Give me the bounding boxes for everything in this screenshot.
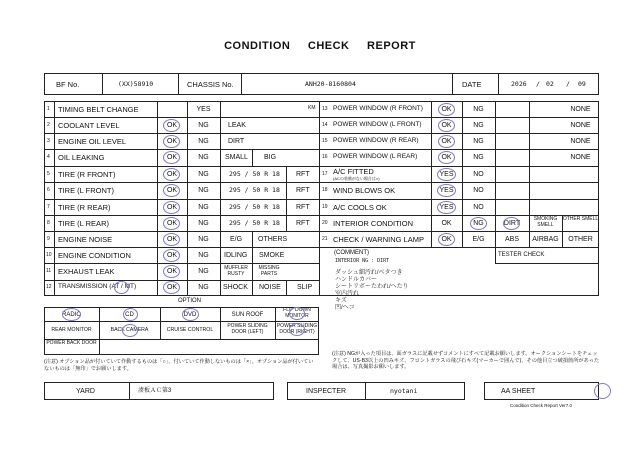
yard-label: YARD <box>76 388 95 395</box>
chassis-value: ANH20-8160804 <box>305 80 356 88</box>
option-none: NONE <box>570 138 591 145</box>
option-radio: RADIO <box>61 312 81 318</box>
option-c2: NG <box>473 138 484 145</box>
item-label: A/C COOLS OK <box>333 203 387 212</box>
version-label: Condition Check Report Ver7.0 <box>510 403 573 408</box>
option-c2: NO <box>473 171 484 178</box>
row-number: 3 <box>47 138 50 144</box>
circle-mark <box>438 119 455 132</box>
item-label: POWER WINDOW (L REAR) <box>333 153 418 160</box>
item-label: COOLANT LEVEL <box>58 121 120 130</box>
option-c2: NG <box>198 138 209 145</box>
row-number: 18 <box>322 187 328 193</box>
row-number: 8 <box>47 220 50 226</box>
detail-noise: NOISE <box>259 284 281 291</box>
option-c1: OK <box>166 204 178 211</box>
option-c2: NG <box>473 106 484 113</box>
item-label: POWER WINDOW (L FRONT) <box>333 121 422 128</box>
circle-mark-psd-right <box>289 323 305 336</box>
item-label: POWER WINDOW (R REAR) <box>333 137 419 144</box>
option-power-back-door: POWER BACK DOOR <box>46 340 97 346</box>
item-label: TIRE (R FRONT) <box>58 170 116 179</box>
option-c2: YES <box>196 106 211 113</box>
circle-mark <box>163 249 180 262</box>
row-number: 15 <box>322 138 328 144</box>
option-c1: OK <box>166 252 178 259</box>
page-title: CONDITION CHECK REPORT <box>224 40 416 52</box>
option-c1: OK <box>166 220 178 227</box>
option-none: NONE <box>570 106 591 113</box>
circle-mark-ng <box>470 217 487 230</box>
tire-rft: RFT <box>296 220 310 227</box>
circle-mark <box>163 281 180 294</box>
option-flip-down-monitor: FLIP DOWN MONITOR <box>283 307 311 319</box>
row-number: 21 <box>322 236 328 242</box>
option-dirt: DIRT <box>503 220 521 227</box>
item-label: ENGINE NOISE <box>58 235 113 244</box>
row-number: 17 <box>322 171 328 177</box>
row-number: 14 <box>322 122 328 128</box>
circle-mark-back-camera <box>122 324 138 337</box>
option-c1: OK <box>441 106 452 113</box>
tire-size: 295 / 50 R 18 <box>229 219 280 227</box>
bf-value: (XX)58910 <box>118 80 154 88</box>
option-c1: OK <box>441 154 452 161</box>
option-c2: NG <box>473 154 484 161</box>
option-cd: CD <box>125 312 134 318</box>
option-none: NONE <box>570 154 591 161</box>
aa-sheet-label: AA SHEET <box>501 388 536 395</box>
option-airbag: AIRBAG <box>532 236 559 243</box>
note-ng: (注意) NGが入った項目は、面ガラスに記載せずコメントにすべて記載お願いします。オークションシートをチェックして、US-B3以上の凹みキズ、フロントガラスの飛び石キズ(マーカーで囲んで)、その他目立つ破損箇所があった場合は、写真撮影お願いします。 <box>332 351 600 370</box>
row-number: 2 <box>47 122 50 128</box>
circle-mark <box>163 201 180 214</box>
row-number: 10 <box>46 252 52 258</box>
detail-big: BIG <box>264 154 277 161</box>
circle-mark <box>163 119 180 132</box>
option-title: OPTION <box>178 298 202 304</box>
option-other-smell: OTHER SMELL <box>562 216 599 222</box>
option-c2: NG <box>198 268 209 275</box>
circle-mark <box>438 103 455 116</box>
tire-size: 295 / 50 R 18 <box>229 203 280 211</box>
option-none: NONE <box>570 122 591 129</box>
circle-mark-flip-down <box>289 307 305 320</box>
row-number: 11 <box>46 268 52 274</box>
option-c2: NO <box>473 187 484 194</box>
row-number: 5 <box>47 171 50 177</box>
tire-rft: RFT <box>296 187 310 194</box>
item-label: A/C FITTED <box>333 167 374 176</box>
date-year: 2026 <box>511 80 527 88</box>
circle-mark <box>163 233 180 246</box>
detail-shock: SHOCK <box>223 284 248 291</box>
date-day: 09 <box>578 80 586 88</box>
km-label: KM <box>308 105 316 111</box>
circle-mark <box>438 151 455 164</box>
item-label: OIL LEAKING <box>58 153 105 162</box>
circle-mark-at <box>114 281 129 294</box>
option-c1: YES <box>439 187 454 194</box>
item-label: TIRE (L REAR) <box>58 219 109 228</box>
option-c1: OK <box>166 284 178 291</box>
item-label: POWER WINDOW (R FRONT) <box>333 105 423 112</box>
item-label: TIRE (L FRONT) <box>58 186 114 195</box>
option-c1: OK <box>441 122 452 129</box>
circle-mark <box>437 168 456 181</box>
row-number: 9 <box>47 236 50 242</box>
tire-size: 295 / 50 R 18 <box>229 186 280 194</box>
tire-rft: RFT <box>296 204 310 211</box>
option-c1: OK <box>441 220 452 227</box>
circle-mark-radio <box>62 308 81 321</box>
option-c2: NG <box>198 284 209 291</box>
option-c1: OK <box>166 154 178 161</box>
option-c1: OK <box>166 187 178 194</box>
inspector-value: nyotani <box>390 387 418 395</box>
comment-label: (COMMENT) <box>334 250 369 256</box>
option-c1: OK <box>166 171 178 178</box>
option-abs: ABS <box>504 236 519 243</box>
option-c2: NG <box>198 154 209 161</box>
inspector-label: INSPECTER <box>306 388 347 395</box>
option-other: OTHER <box>568 236 593 243</box>
option-dvd: DVD <box>183 312 197 318</box>
circle-mark <box>163 184 180 197</box>
option-c1: OK <box>441 236 452 243</box>
date-sep: / <box>566 80 570 88</box>
circle-mark <box>163 265 180 278</box>
circle-mark <box>437 201 456 214</box>
tire-size: 295 / 50 R 18 <box>229 170 280 178</box>
circle-mark-cd <box>123 308 138 321</box>
circle-mark <box>438 233 455 246</box>
circle-mark <box>163 151 180 164</box>
option-cruise-control: CRUISE CONTROL <box>166 327 214 333</box>
option-back-camera: BACK CAMERA <box>110 327 149 333</box>
detail-others: OTHERS <box>258 236 288 243</box>
option-rear-monitor: REAR MONITOR <box>51 327 92 333</box>
option-c2: NG <box>473 122 484 129</box>
option-c2: NG <box>198 236 209 243</box>
row-number: 6 <box>47 187 50 193</box>
item-sublabel: (ACの装備がない場合は×) <box>333 176 380 181</box>
circle-mark <box>438 135 455 148</box>
option-c1: OK <box>166 122 178 129</box>
item-label: ENGINE CONDITION <box>58 251 131 260</box>
option-c1: YES <box>439 171 454 178</box>
date-label: DATE <box>462 80 482 89</box>
option-power-sliding-door-right: POWER SLIDING DOOR (RIGHT) <box>276 323 318 335</box>
detail-muffler-rusty: MUFFLER RUSTY <box>224 265 248 277</box>
detail-smoke: SMOKE <box>259 252 285 259</box>
option-smoking-smell: SMOKING SMELL <box>533 216 558 228</box>
chassis-label: CHASSIS No. <box>187 80 234 89</box>
circle-mark-dirt <box>503 217 520 230</box>
option-c2: NG <box>198 187 209 194</box>
option-c2: NG <box>198 204 209 211</box>
option-power-sliding-door-left: POWER SLIDING DOOR (LEFT) <box>227 323 268 335</box>
circle-mark <box>163 135 180 148</box>
option-c1: OK <box>166 268 178 275</box>
option-c2: NG <box>198 171 209 178</box>
tire-rft: RFT <box>296 171 310 178</box>
note-options: (注意) オプション品が付いていて作動するものは「○」、付いていて作動しないものは「×」。オプション品が付いていないものは「無印」でお願いします。 <box>44 359 314 372</box>
option-sun-roof: SUN ROOF <box>231 312 264 318</box>
detail-eg: E/G <box>230 236 243 243</box>
row-number: 12 <box>46 284 52 290</box>
option-c1: OK <box>441 138 452 145</box>
option-c1: OK <box>166 236 178 243</box>
detail-slip: SLIP <box>297 284 313 291</box>
row-number: 16 <box>322 154 328 160</box>
row-number: 4 <box>47 154 50 160</box>
option-c2: NO <box>473 204 484 211</box>
detail-idling: IDLING <box>224 252 248 259</box>
option-c1: OK <box>166 138 178 145</box>
item-label: EXHAUST LEAK <box>58 267 115 276</box>
option-c2: NG <box>198 252 209 259</box>
detail-small: SMALL <box>225 154 248 161</box>
item-label: TIRE (R REAR) <box>58 203 111 212</box>
option-c1: YES <box>439 204 454 211</box>
item-label: INTERIOR CONDITION <box>333 219 413 228</box>
date-month: 02 <box>546 80 554 88</box>
circle-mark-dvd <box>182 308 199 321</box>
item-label: TRANSMISSION (AT / MT) <box>58 283 137 290</box>
yard-value: 湊板ＡＣ第3 <box>138 388 172 394</box>
date-sep: / <box>536 80 540 88</box>
option-c2: NG <box>198 122 209 129</box>
circle-mark <box>163 217 180 230</box>
tester-check-label: TESTER CHECK <box>498 252 545 258</box>
item-label: TIMING BELT CHANGE <box>58 105 139 114</box>
option-c2: NG <box>473 220 484 227</box>
row-number: 19 <box>322 204 328 210</box>
circle-mark-aa-sheet <box>594 383 611 399</box>
item-label: CHECK / WARNING LAMP <box>333 235 424 244</box>
row-number: 20 <box>322 220 328 226</box>
detail-leak: LEAK <box>228 122 246 129</box>
option-c2: E/G <box>472 236 485 243</box>
row-number: 7 <box>47 204 50 210</box>
detail-missing-parts: MISSING PARTS <box>258 265 280 277</box>
circle-mark <box>437 184 456 197</box>
item-label: ENGINE OIL LEVEL <box>58 137 127 146</box>
option-c2: NG <box>198 220 209 227</box>
circle-mark <box>163 168 180 181</box>
bf-label: BF No. <box>56 80 80 89</box>
row-number: 13 <box>322 106 328 112</box>
detail-dirt: DIRT <box>228 138 245 145</box>
row-number: 1 <box>47 106 50 112</box>
item-label: WIND BLOWS OK <box>333 186 396 195</box>
